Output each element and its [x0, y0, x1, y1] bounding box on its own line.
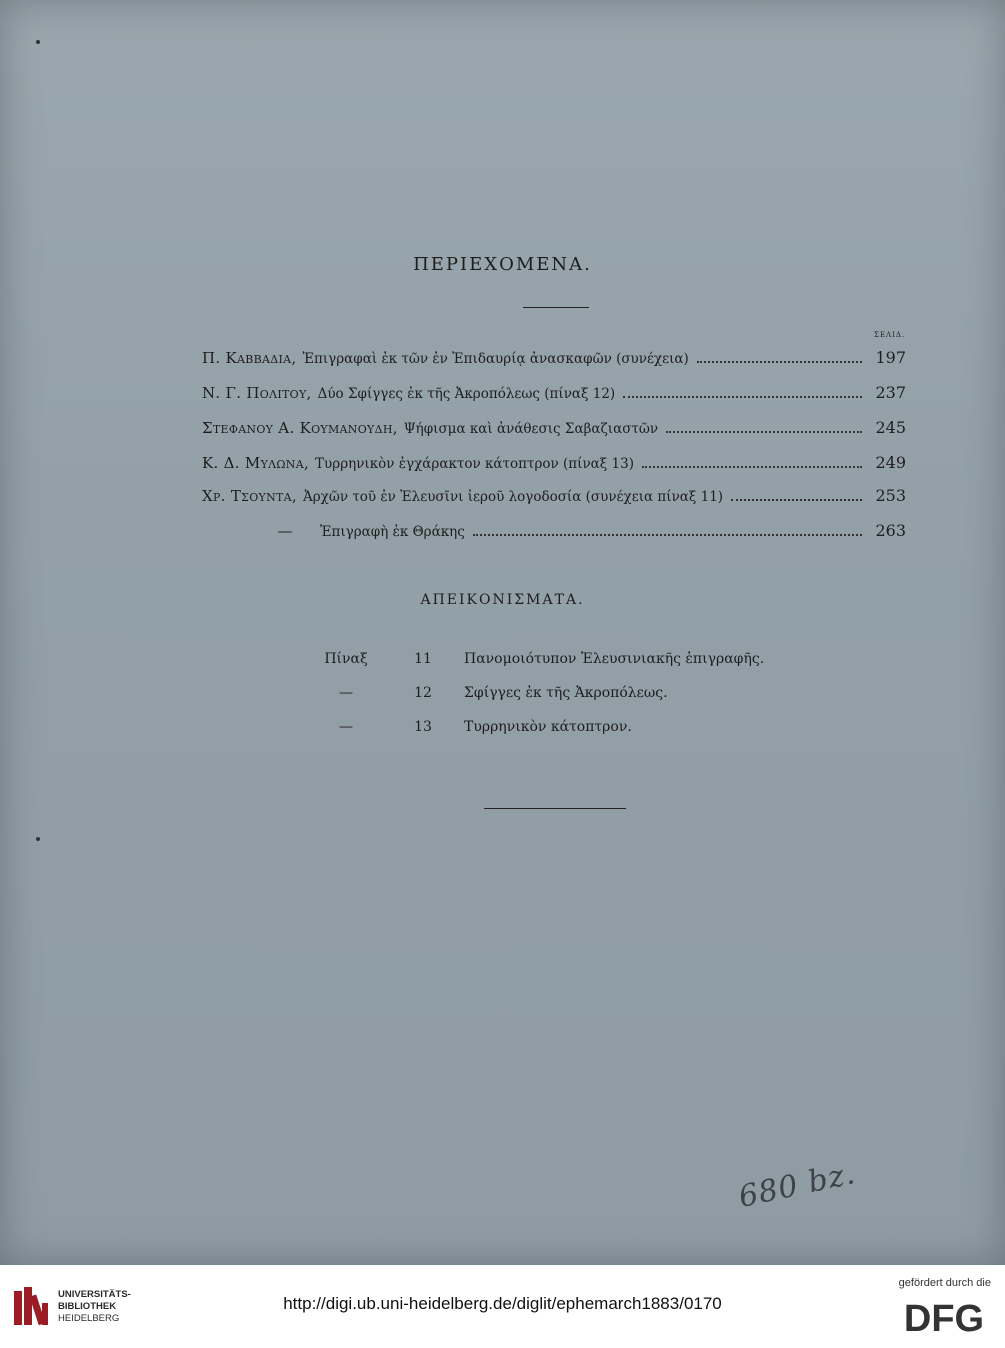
dot-leader — [731, 498, 862, 501]
toc-page-number: 263 — [875, 521, 906, 540]
plate-description: Τυρρηνικὸν κάτοπτρον. — [464, 719, 632, 735]
toc-entry — [202, 521, 906, 547]
toc-page-number: 253 — [875, 486, 906, 505]
plate-label: Πίναξ — [324, 651, 368, 667]
toc-page-number: 245 — [875, 418, 906, 437]
dot-leader — [697, 360, 862, 363]
toc-entry — [202, 383, 906, 409]
toc-page-number: 249 — [875, 453, 906, 472]
dfg-logo-text: DFG — [903, 1298, 985, 1337]
toc-page-number: 237 — [875, 383, 906, 402]
plate-description: Πανομοιότυπον Ἐλευσινιακῆς ἐπιγραφῆς. — [464, 651, 765, 667]
title-rule — [523, 307, 589, 308]
dot-leader — [623, 395, 862, 398]
page-column-label: ΣΕΛΙΔ. — [874, 331, 906, 339]
funding-note: gefördert durch die — [898, 1277, 991, 1289]
toc-author: Στεφανου Α. Κουμανουδη, — [202, 419, 398, 437]
closing-rule — [484, 808, 626, 809]
contents-title: ΠΕΡΙΕΧΟΜΕΝΑ. — [413, 254, 592, 275]
plate-label: — — [339, 719, 353, 735]
plate-number: 11 — [414, 651, 432, 667]
toc-entry — [202, 418, 906, 444]
toc-author: Κ. Δ. Μυλωνα, — [202, 454, 310, 472]
toc-author: Ν. Γ. Πολιτου, — [202, 384, 312, 402]
viewer-footer — [0, 1265, 1005, 1348]
spine-mark — [36, 837, 40, 841]
dot-leader — [666, 430, 862, 433]
toc-page-number: 197 — [875, 348, 906, 367]
toc-work: Ἐπιγραφὴ ἐκ Θράκης — [320, 524, 465, 540]
spine-mark — [36, 40, 40, 44]
handwritten-shelf-mark: 680 bz. — [735, 1156, 859, 1215]
library-name-line: HEIDELBERG — [58, 1313, 120, 1324]
toc-entry — [202, 453, 906, 479]
toc-author-ditto: — — [277, 522, 293, 540]
plate-number: 12 — [414, 685, 432, 701]
library-name-line: UNIVERSITÄTS- — [58, 1289, 131, 1300]
toc-entry — [202, 486, 906, 512]
toc-entry — [202, 348, 906, 374]
permalink-url[interactable]: http://digi.ub.uni-heidelberg.de/diglit/ephemarch1883/0170 — [283, 1294, 722, 1313]
plates-title: ΑΠΕΙΚΟΝΙΣΜΑΤΑ. — [420, 592, 585, 608]
library-name-line: BIBLIOTHEK — [58, 1301, 117, 1312]
toc-work: Ψήφισμα καὶ ἀνάθεσις Σαβαζιαστῶν — [403, 421, 659, 437]
dot-leader — [642, 465, 862, 468]
dot-leader — [473, 533, 862, 536]
toc-author: Π. Καββαδια, — [202, 349, 297, 367]
toc-work: Ἀρχῶν τοῦ ἐν Ἐλευσῖνι ἱεροῦ λογοδοσία (συνέχεια πίναξ 11) — [302, 489, 724, 505]
toc-work: Τυρρηνικὸν ἐγχάρακτον κάτοπτρον (πίναξ 13) — [315, 456, 634, 472]
toc-work: Δύο Σφίγγες ἐκ τῆς Ἀκροπόλεως (πίναξ 12) — [317, 386, 616, 402]
toc-work: Ἐπιγραφαὶ ἐκ τῶν ἐν Ἐπιδαυρίᾳ ἀνασκαφῶν (συνέχεια) — [302, 351, 689, 367]
plate-description: Σφίγγες ἐκ τῆς Ἀκροπόλεως. — [464, 685, 668, 701]
toc-author: Χρ. Τσουντα, — [202, 487, 297, 505]
dfg-logo-icon[interactable] — [897, 1295, 991, 1337]
plate-number: 13 — [414, 719, 432, 735]
plate-label: — — [339, 685, 353, 701]
